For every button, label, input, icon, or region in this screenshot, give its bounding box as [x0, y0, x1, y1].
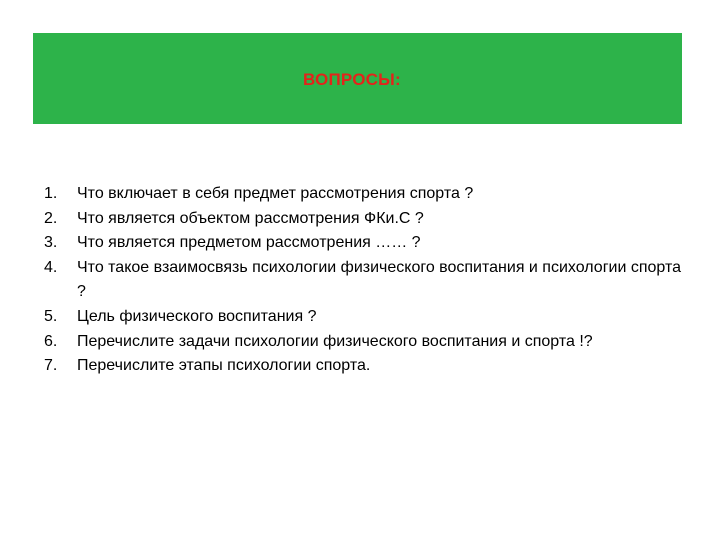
question-text: Перечислите задачи психологии физического воспитания и спорта !? [77, 332, 593, 350]
slide-title: ВОПРОСЫ: [303, 70, 401, 89]
question-text: Что является предметом рассмотрения …… ? [77, 234, 421, 252]
question-item-7 [44, 354, 684, 379]
question-number: 3. [44, 234, 58, 252]
question-number: 1. [44, 185, 58, 202]
question-list [44, 182, 684, 379]
question-item-4 [44, 256, 684, 305]
question-text: Что является объектом рассмотрения ФКи.С ? [77, 209, 424, 227]
question-text: Цель физического воспитания ? [77, 307, 317, 325]
question-item-5 [44, 305, 684, 330]
question-number: 6. [44, 332, 58, 350]
question-number: 5. [44, 307, 58, 325]
question-item-1 [44, 182, 684, 207]
question-number: 4. [44, 258, 58, 276]
question-text: Что такое взаимосвязь психологии физического воспитания и психологии спорта ? [77, 258, 681, 301]
question-text: Что включает в себя предмет рассмотрения спорта ? [77, 185, 474, 202]
question-number: 7. [44, 357, 58, 375]
question-text: Перечислите этапы психологии спорта. [77, 357, 371, 375]
question-item-3 [44, 231, 684, 256]
question-item-6 [44, 330, 684, 355]
question-number: 2. [44, 209, 58, 227]
question-item-2 [44, 207, 684, 232]
